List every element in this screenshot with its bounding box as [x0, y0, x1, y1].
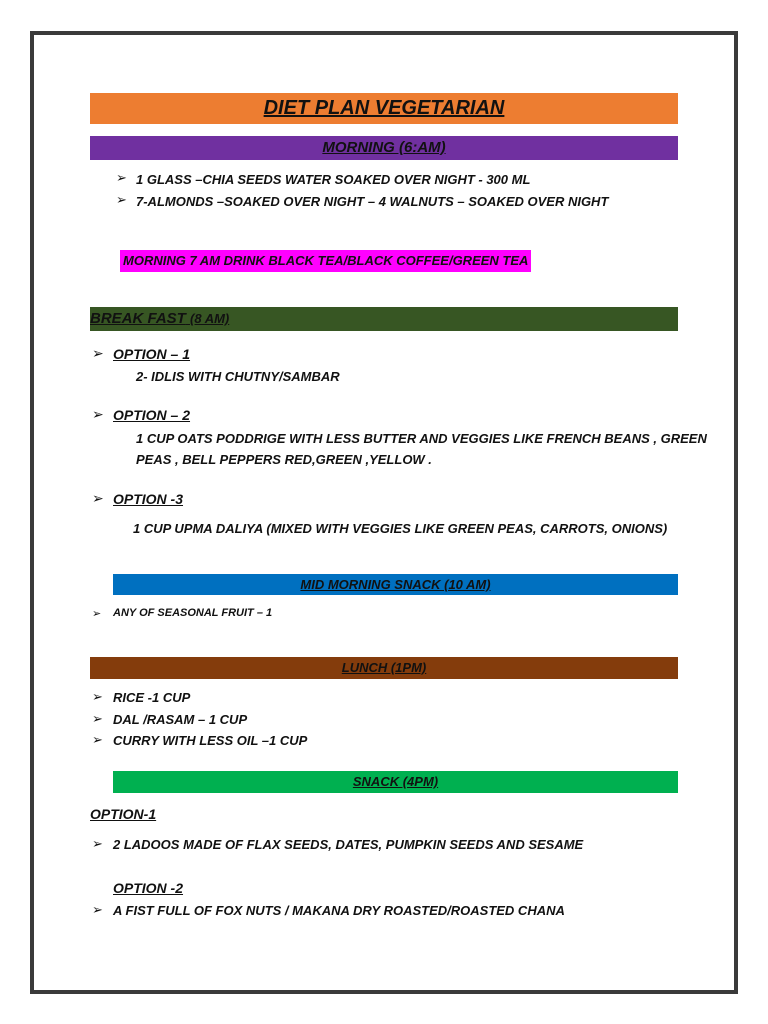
- list-item: A FIST FULL OF FOX NUTS / MAKANA DRY ROASTED/ROASTED CHANA: [113, 903, 565, 918]
- list-item: 2 LADOOS MADE OF FLAX SEEDS, DATES, PUMPKIN SEEDS AND SESAME: [113, 837, 584, 852]
- arrow-bullet-icon: ➢: [116, 193, 127, 208]
- mid-morning-heading: MID MORNING SNACK (10 AM): [300, 577, 491, 592]
- arrow-bullet-icon: ➢: [92, 346, 104, 362]
- page-title: DIET PLAN VEGETARIAN: [263, 97, 505, 119]
- arrow-bullet-icon: ➢: [92, 491, 104, 507]
- snack-banner: [113, 771, 678, 793]
- arrow-bullet-icon: ➢: [92, 690, 103, 705]
- breakfast-option-2-label: OPTION – 2: [113, 407, 191, 423]
- snack-option-2-label: OPTION -2: [113, 880, 184, 896]
- snack-heading: SNACK (4PM): [352, 774, 439, 789]
- mid-morning-banner: [113, 574, 678, 595]
- title-banner: [90, 93, 678, 124]
- arrow-bullet-icon: ➢: [92, 407, 104, 423]
- morning-banner: [90, 136, 678, 160]
- list-item: DAL /RASAM – 1 CUP: [113, 712, 248, 727]
- breakfast-heading: [90, 307, 229, 331]
- snack-option-1-label: OPTION-1: [90, 806, 157, 822]
- breakfast-banner: [90, 307, 678, 331]
- lunch-heading: LUNCH (1PM): [341, 660, 427, 675]
- morning-drink-highlight: MORNING 7 AM DRINK BLACK TEA/BLACK COFFEE/GREEN TEA: [120, 250, 531, 272]
- breakfast-heading-label: BREAK FAST: [90, 310, 186, 327]
- arrow-bullet-icon: ➢: [116, 171, 127, 186]
- breakfast-heading-time: (8 AM): [190, 311, 230, 326]
- morning-heading: MORNING (6:AM): [322, 139, 446, 156]
- arrow-bullet-icon: ➢: [92, 733, 103, 748]
- arrow-bullet-icon: ➢: [92, 903, 103, 918]
- lunch-banner: [90, 657, 678, 679]
- breakfast-option-2-text: 1 CUP OATS PODDRIGE WITH LESS BUTTER AND VEGGIES LIKE FRENCH BEANS , GREEN: [136, 431, 707, 446]
- breakfast-option-1-label: OPTION – 1: [113, 346, 191, 362]
- arrow-bullet-icon: ➢: [92, 837, 103, 852]
- list-item: ANY OF SEASONAL FRUIT – 1: [113, 607, 273, 619]
- list-item: 1 GLASS –CHIA SEEDS WATER SOAKED OVER NIGHT - 300 ML: [136, 172, 531, 187]
- breakfast-option-1-text: 2- IDLIS WITH CHUTNY/SAMBAR: [136, 369, 340, 384]
- list-item: 7-ALMONDS –SOAKED OVER NIGHT – 4 WALNUTS – SOAKED OVER NIGHT: [136, 194, 609, 209]
- list-item: RICE -1 CUP: [113, 690, 191, 705]
- arrow-bullet-icon: ➢: [92, 712, 103, 727]
- arrow-bullet-icon: ➢: [92, 607, 102, 620]
- breakfast-option-3-label: OPTION -3: [113, 491, 184, 507]
- list-item: CURRY WITH LESS OIL –1 CUP: [113, 733, 308, 748]
- breakfast-option-2-text: PEAS , BELL PEPPERS RED,GREEN ,YELLOW .: [136, 452, 432, 467]
- breakfast-option-3-text: 1 CUP UPMA DALIYA (MIXED WITH VEGGIES LIKE GREEN PEAS, CARROTS, ONIONS): [133, 521, 668, 536]
